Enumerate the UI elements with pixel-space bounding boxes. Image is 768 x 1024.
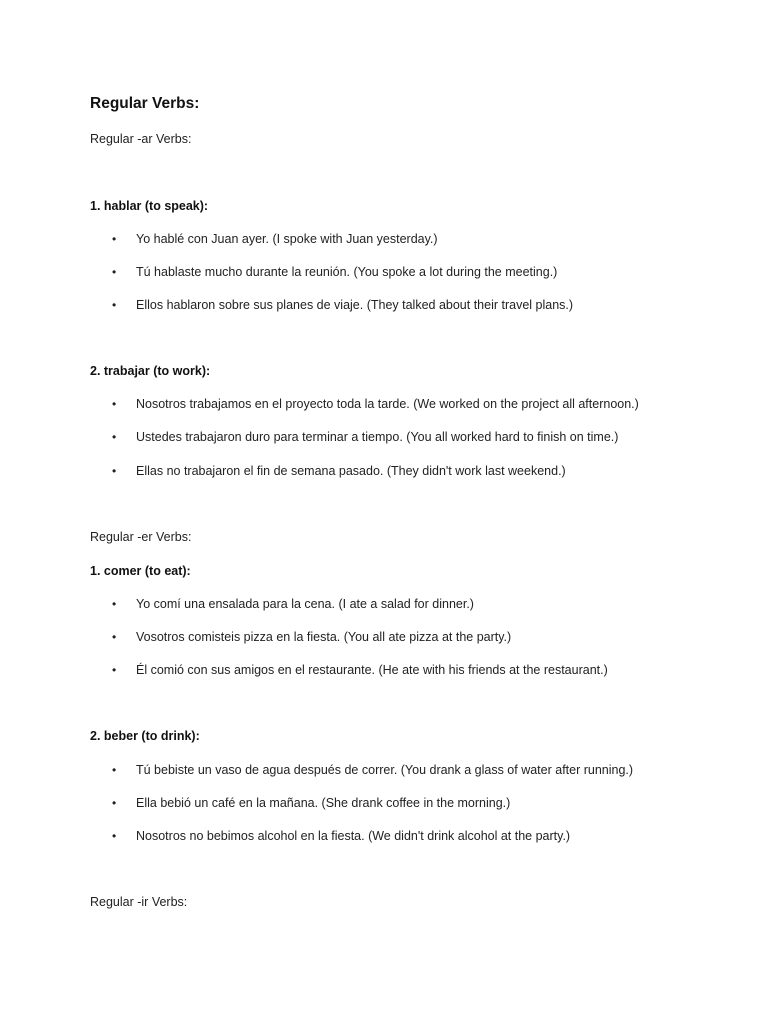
- example-text: Ella bebió un café en la mañana. (She drank coffee in the morning.): [136, 796, 511, 810]
- list-item: [112, 796, 510, 810]
- section-label-er: Regular -er Verbs:: [90, 530, 192, 544]
- bullet-icon: •: [112, 298, 117, 312]
- example-text: Tú hablaste mucho durante la reunión. (You spoke a lot during the meeting.): [136, 265, 558, 279]
- verb-heading-trabajar: 2. trabajar (to work):: [90, 364, 211, 378]
- section-label-ir: Regular -ir Verbs:: [90, 895, 188, 909]
- list-item: [112, 298, 573, 312]
- example-text: Ellas no trabajaron el fin de semana pasado. (They didn't work last weekend.): [136, 464, 566, 478]
- example-text: Nosotros no bebimos alcohol en la fiesta. (We didn't drink alcohol at the party.): [136, 829, 571, 843]
- bullet-icon: •: [112, 597, 117, 611]
- list-item: [112, 663, 608, 677]
- example-text: Él comió con sus amigos en el restaurante. (He ate with his friends at the restaurant.): [136, 663, 608, 677]
- verb-heading-comer: 1. comer (to eat):: [90, 564, 191, 578]
- verb-heading-beber: 2. beber (to drink):: [90, 729, 200, 743]
- example-text: Vosotros comisteis pizza en la fiesta. (You all ate pizza at the party.): [136, 630, 512, 644]
- list-item: [112, 464, 566, 478]
- list-item: [112, 763, 633, 777]
- bullet-icon: •: [112, 796, 117, 810]
- example-text: Nosotros trabajamos en el proyecto toda la tarde. (We worked on the project all afternoon.): [136, 397, 639, 411]
- list-item: [112, 597, 474, 611]
- bullet-icon: •: [112, 430, 117, 444]
- bullet-icon: •: [112, 663, 117, 677]
- bullet-icon: •: [112, 232, 117, 246]
- list-item: [112, 829, 570, 843]
- verb-heading-hablar: 1. hablar (to speak):: [90, 199, 209, 213]
- list-item: [112, 232, 438, 246]
- example-text: Ellos hablaron sobre sus planes de viaje. (They talked about their travel plans.): [136, 298, 574, 312]
- bullet-icon: •: [112, 763, 117, 777]
- list-item: [112, 265, 557, 279]
- bullet-icon: •: [112, 397, 117, 411]
- bullet-icon: •: [112, 630, 117, 644]
- example-text: Yo hablé con Juan ayer. (I spoke with Juan yesterday.): [136, 232, 438, 246]
- bullet-icon: •: [112, 829, 117, 843]
- list-item: [112, 430, 618, 444]
- example-text: Ustedes trabajaron duro para terminar a tiempo. (You all worked hard to finish on time.): [136, 430, 619, 444]
- bullet-icon: •: [112, 464, 117, 478]
- example-text: Tú bebiste un vaso de agua después de correr. (You drank a glass of water after running.): [136, 763, 634, 777]
- section-label-ar: Regular -ar Verbs:: [90, 132, 192, 146]
- document-title: Regular Verbs:: [90, 95, 200, 112]
- list-item: [112, 630, 511, 644]
- example-text: Yo comí una ensalada para la cena. (I ate a salad for dinner.): [136, 597, 474, 611]
- list-item: [112, 397, 639, 411]
- bullet-icon: •: [112, 265, 117, 279]
